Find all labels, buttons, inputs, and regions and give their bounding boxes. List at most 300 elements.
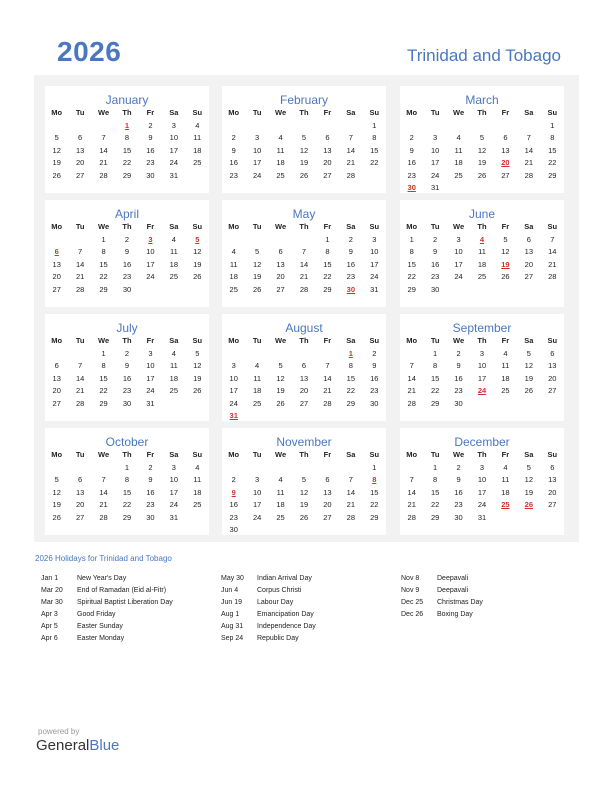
day-cell: 13	[548, 475, 557, 484]
day-cell: 24	[477, 500, 487, 509]
day-cell: 9	[148, 133, 153, 142]
day-cell: 12	[252, 259, 262, 269]
day-cell: 4	[171, 234, 176, 244]
day-cell: 3	[231, 361, 236, 370]
weekday-header: Mo	[51, 450, 63, 459]
day-cell: 30	[454, 512, 463, 522]
day-cell: 18	[501, 373, 510, 383]
day-cell: 28	[323, 398, 332, 408]
day-cell: 5	[526, 462, 531, 472]
day-cell: 27	[524, 272, 534, 281]
day-cell: 17	[370, 259, 379, 269]
day-cell: 23	[146, 500, 155, 509]
holiday-day-cell: 1	[348, 348, 353, 358]
weekday-header: Tu	[252, 108, 262, 117]
empty-cell	[45, 234, 68, 247]
empty-cell	[68, 462, 91, 475]
powered-by-text: powered by	[38, 727, 80, 736]
day-cell: 12	[52, 487, 61, 497]
holiday-date: Aug 31	[221, 623, 244, 630]
weekday-header: Th	[477, 222, 487, 231]
day-cell: 7	[101, 475, 106, 484]
day-cell: 30	[454, 398, 463, 408]
year-title: 2026	[57, 36, 122, 67]
day-cell: 12	[477, 145, 487, 155]
day-cell: 8	[124, 133, 130, 142]
day-cell: 24	[169, 158, 179, 167]
day-cell: 5	[54, 133, 59, 142]
weekday-header: Th	[477, 450, 487, 459]
brand-blue: Blue	[89, 737, 120, 754]
empty-cell	[92, 120, 115, 133]
day-cell: 21	[75, 386, 85, 395]
day-cell: 20	[52, 386, 61, 395]
day-cell: 30	[122, 398, 132, 408]
day-cell: 13	[75, 487, 85, 497]
weekday-header: Mo	[51, 336, 63, 345]
holiday-date: Jan 1	[41, 575, 59, 582]
day-cell: 25	[229, 284, 238, 294]
day-cell: 18	[276, 500, 285, 509]
day-cell: 23	[346, 272, 356, 281]
day-cell: 27	[323, 170, 332, 180]
day-cell: 31	[146, 398, 155, 408]
empty-cell	[45, 120, 68, 133]
month-grid	[45, 335, 209, 410]
day-cell: 12	[524, 361, 534, 370]
weekday-header: Fr	[146, 108, 155, 117]
empty-cell	[92, 462, 115, 475]
day-cell: 1	[101, 234, 106, 244]
day-cell: 12	[299, 487, 309, 497]
weekday-header: Fr	[146, 336, 155, 345]
day-cell: 21	[346, 500, 356, 509]
day-cell: 27	[501, 170, 510, 180]
empty-cell	[222, 462, 245, 475]
day-cell: 29	[122, 170, 132, 180]
day-cell: 11	[454, 145, 463, 155]
day-cell: 4	[503, 462, 508, 472]
empty-cell	[68, 234, 91, 247]
day-cell: 2	[124, 234, 130, 244]
day-cell: 23	[122, 386, 132, 395]
day-cell: 6	[325, 475, 330, 484]
day-cell: 24	[454, 272, 463, 281]
day-cell: 8	[409, 247, 414, 256]
day-cell: 10	[370, 247, 379, 256]
weekday-header: Tu	[75, 336, 85, 345]
weekday-header: Sa	[346, 222, 356, 231]
weekday-header: Sa	[524, 450, 534, 459]
month-february	[222, 86, 386, 193]
day-cell: 20	[524, 259, 534, 269]
day-cell: 14	[99, 487, 108, 497]
day-cell: 14	[323, 373, 332, 383]
day-cell: 11	[253, 373, 262, 383]
weekday-header: Tu	[430, 222, 440, 231]
day-cell: 11	[229, 259, 238, 269]
day-cell: 6	[78, 475, 83, 484]
day-cell: 16	[430, 259, 440, 269]
day-cell: 5	[479, 133, 485, 142]
generalblue-logo[interactable]	[36, 737, 119, 754]
day-cell: 5	[54, 475, 59, 484]
holiday-day-cell: 8	[372, 475, 377, 484]
day-cell: 18	[501, 487, 510, 497]
day-cell: 8	[433, 475, 438, 484]
day-cell: 20	[276, 272, 285, 281]
day-cell: 20	[75, 158, 85, 167]
month-december	[400, 428, 564, 535]
weekday-header: Tu	[75, 222, 85, 231]
day-cell: 19	[276, 386, 285, 395]
day-cell: 11	[169, 361, 178, 370]
weekday-header: Su	[192, 336, 203, 345]
holiday-day-cell: 30	[407, 183, 416, 192]
day-cell: 8	[101, 247, 106, 256]
day-cell: 11	[276, 487, 285, 497]
day-cell: 17	[477, 487, 487, 497]
empty-cell	[316, 348, 339, 361]
day-cell: 22	[122, 500, 132, 509]
day-cell: 17	[169, 145, 179, 155]
day-cell: 16	[370, 373, 379, 383]
day-cell: 2	[231, 133, 236, 142]
day-cell: 15	[99, 259, 108, 269]
day-cell: 4	[231, 247, 236, 256]
day-cell: 17	[169, 487, 179, 497]
day-cell: 26	[299, 170, 309, 180]
holiday-name: Republic Day	[257, 635, 299, 642]
empty-cell	[222, 234, 245, 247]
day-cell: 14	[346, 145, 356, 155]
weekday-header: Mo	[406, 336, 418, 345]
weekday-header: Th	[122, 108, 132, 117]
day-cell: 17	[146, 259, 155, 269]
weekday-header: Th	[299, 336, 309, 345]
day-cell: 4	[195, 120, 200, 130]
day-cell: 10	[169, 475, 179, 484]
day-cell: 31	[169, 512, 179, 522]
weekday-header: Th	[122, 450, 132, 459]
day-cell: 21	[407, 386, 416, 395]
day-cell: 16	[229, 500, 238, 509]
day-cell: 26	[193, 272, 202, 281]
day-cell: 9	[124, 361, 130, 370]
day-cell: 21	[99, 500, 108, 509]
day-cell: 19	[524, 373, 534, 383]
day-cell: 11	[276, 145, 285, 155]
day-cell: 16	[146, 487, 155, 497]
day-cell: 6	[550, 462, 555, 472]
day-cell: 15	[122, 145, 132, 155]
month-august	[222, 314, 386, 421]
day-cell: 7	[101, 133, 106, 142]
holiday-name: Christmas Day	[437, 599, 483, 606]
day-cell: 28	[548, 272, 557, 281]
empty-cell	[269, 462, 292, 475]
holiday-name: Good Friday	[77, 611, 116, 618]
day-cell: 21	[407, 500, 416, 509]
day-cell: 5	[195, 348, 200, 358]
day-cell: 12	[193, 361, 202, 370]
day-cell: 1	[433, 348, 438, 358]
holiday-date: Dec 26	[401, 611, 424, 618]
day-cell: 19	[52, 158, 61, 167]
day-cell: 13	[52, 373, 61, 383]
empty-cell	[423, 120, 446, 133]
holiday-date: Mar 30	[41, 599, 63, 606]
day-cell: 16	[407, 158, 416, 167]
day-cell: 5	[301, 475, 307, 484]
day-cell: 2	[372, 348, 377, 358]
day-cell: 21	[323, 386, 332, 395]
day-cell: 14	[524, 145, 534, 155]
day-cell: 18	[169, 259, 179, 269]
day-cell: 28	[99, 512, 108, 522]
day-cell: 18	[477, 259, 487, 269]
day-cell: 7	[409, 475, 414, 484]
holiday-day-cell: 20	[501, 158, 510, 167]
weekday-header: Su	[369, 450, 380, 459]
weekday-header: Th	[299, 450, 309, 459]
day-cell: 5	[503, 234, 508, 244]
weekday-header: Tu	[430, 450, 440, 459]
day-cell: 7	[348, 133, 353, 142]
empty-cell	[316, 462, 339, 475]
day-cell: 11	[501, 361, 510, 370]
day-cell: 10	[146, 361, 155, 370]
month-grid	[45, 221, 209, 296]
day-cell: 15	[99, 373, 108, 383]
day-cell: 17	[252, 158, 262, 167]
day-cell: 16	[454, 487, 463, 497]
day-cell: 28	[99, 170, 108, 180]
month-name: January	[105, 93, 149, 107]
day-cell: 13	[299, 373, 309, 383]
empty-cell	[68, 120, 91, 133]
day-cell: 28	[75, 284, 85, 294]
day-cell: 4	[503, 348, 508, 358]
day-cell: 26	[193, 386, 202, 395]
day-cell: 18	[276, 158, 285, 167]
holiday-date: Apr 3	[41, 611, 58, 618]
day-cell: 2	[231, 475, 236, 484]
day-cell: 2	[456, 462, 461, 472]
day-cell: 11	[478, 247, 486, 256]
day-cell: 1	[372, 462, 377, 472]
day-cell: 3	[456, 234, 461, 244]
holiday-name: Easter Sunday	[77, 623, 123, 630]
weekday-header: Th	[122, 336, 132, 345]
day-cell: 2	[348, 234, 353, 244]
weekday-header: We	[453, 336, 465, 345]
day-cell: 26	[52, 170, 61, 180]
day-cell: 6	[78, 133, 83, 142]
day-cell: 27	[75, 170, 85, 180]
day-cell: 14	[407, 487, 416, 497]
month-name: April	[114, 207, 139, 221]
weekday-header: We	[275, 336, 287, 345]
weekday-header: Tu	[75, 108, 85, 117]
weekday-header: Sa	[524, 336, 534, 345]
day-cell: 28	[75, 398, 85, 408]
day-cell: 8	[124, 475, 130, 484]
weekday-header: Tu	[252, 336, 262, 345]
day-cell: 31	[169, 170, 179, 180]
day-cell: 25	[276, 512, 285, 522]
day-cell: 20	[75, 500, 85, 509]
empty-cell	[45, 462, 68, 475]
empty-cell	[316, 120, 339, 133]
empty-cell	[339, 462, 362, 475]
day-cell: 19	[299, 500, 309, 509]
holiday-date: Jun 4	[221, 587, 239, 594]
day-cell: 9	[372, 361, 377, 370]
day-cell: 8	[550, 133, 555, 142]
holiday-day-cell: 4	[479, 234, 485, 244]
holiday-name: Labour Day	[257, 599, 294, 606]
month-grid	[400, 335, 564, 410]
day-cell: 25	[169, 272, 179, 281]
holidays-title: 2026 Holidays for Trinidad and Tobago	[35, 554, 172, 563]
day-cell: 24	[430, 170, 440, 180]
day-cell: 30	[146, 170, 155, 180]
weekday-header: Su	[192, 222, 203, 231]
day-cell: 4	[195, 462, 200, 472]
day-cell: 9	[231, 145, 236, 155]
day-cell: 22	[99, 386, 108, 395]
day-cell: 19	[193, 259, 202, 269]
month-name: July	[116, 321, 138, 335]
month-name: August	[285, 321, 323, 335]
empty-cell	[222, 348, 245, 361]
day-cell: 9	[409, 145, 414, 155]
day-cell: 23	[454, 500, 463, 509]
day-cell: 6	[301, 361, 307, 370]
day-cell: 3	[171, 120, 176, 130]
day-cell: 12	[524, 475, 534, 484]
weekday-header: Fr	[323, 222, 332, 231]
day-cell: 10	[169, 133, 179, 142]
day-cell: 23	[122, 272, 132, 281]
month-grid	[400, 449, 564, 524]
day-cell: 9	[348, 247, 353, 256]
empty-cell	[292, 234, 315, 247]
day-cell: 1	[433, 462, 438, 472]
day-cell: 22	[548, 158, 557, 167]
month-name: November	[276, 435, 332, 449]
month-name: February	[279, 93, 329, 107]
day-cell: 25	[252, 398, 262, 408]
day-cell: 7	[78, 247, 83, 256]
month-january	[45, 86, 209, 193]
day-cell: 2	[433, 234, 438, 244]
weekday-header: Mo	[228, 336, 240, 345]
month-grid	[45, 107, 209, 182]
day-cell: 18	[193, 487, 202, 497]
holiday-name: End of Ramadan (Eid al-Fitr)	[77, 587, 167, 594]
day-cell: 28	[407, 398, 416, 408]
day-cell: 22	[430, 500, 440, 509]
weekday-header: Su	[547, 450, 558, 459]
day-cell: 6	[54, 361, 59, 370]
day-cell: 26	[52, 512, 61, 522]
holiday-day-cell: 26	[524, 500, 534, 509]
day-cell: 11	[501, 475, 510, 484]
empty-cell	[339, 120, 362, 133]
day-cell: 28	[524, 170, 534, 180]
empty-cell	[269, 348, 292, 361]
day-cell: 8	[372, 133, 377, 142]
day-cell: 15	[323, 259, 332, 269]
weekday-header: Mo	[51, 222, 63, 231]
month-may	[222, 200, 386, 307]
day-cell: 27	[75, 512, 85, 522]
weekday-header: Tu	[75, 450, 85, 459]
weekday-header: Tu	[252, 450, 262, 459]
day-cell: 5	[278, 361, 283, 370]
day-cell: 21	[75, 272, 85, 281]
holiday-name: New Year's Day	[77, 575, 127, 582]
day-cell: 23	[370, 386, 379, 395]
day-cell: 1	[550, 120, 555, 130]
day-cell: 13	[524, 247, 534, 256]
month-name: March	[465, 93, 499, 107]
day-cell: 22	[346, 386, 356, 395]
day-cell: 17	[430, 158, 440, 167]
day-cell: 29	[548, 170, 557, 180]
day-cell: 2	[409, 133, 414, 142]
month-name: December	[454, 435, 510, 449]
day-cell: 16	[122, 259, 132, 269]
month-grid	[400, 221, 564, 296]
day-cell: 18	[169, 373, 179, 383]
day-cell: 4	[255, 361, 260, 370]
weekday-header: Mo	[228, 108, 240, 117]
day-cell: 18	[193, 145, 202, 155]
day-cell: 28	[346, 512, 356, 522]
day-cell: 19	[193, 373, 202, 383]
day-cell: 17	[146, 373, 155, 383]
month-grid	[400, 107, 564, 195]
day-cell: 10	[477, 475, 487, 484]
day-cell: 11	[169, 247, 178, 256]
day-cell: 29	[99, 284, 108, 294]
day-cell: 25	[276, 170, 285, 180]
month-grid	[222, 221, 386, 296]
day-cell: 10	[252, 145, 262, 155]
weekday-header: We	[98, 222, 110, 231]
month-name: October	[105, 435, 149, 449]
weekday-header: We	[275, 450, 287, 459]
weekday-header: Sa	[346, 336, 356, 345]
empty-cell	[245, 234, 268, 247]
empty-cell	[292, 462, 315, 475]
empty-cell	[222, 120, 245, 133]
day-cell: 20	[299, 386, 309, 395]
day-cell: 26	[299, 512, 309, 522]
day-cell: 25	[501, 386, 510, 395]
day-cell: 21	[99, 158, 108, 167]
day-cell: 20	[323, 500, 332, 509]
day-cell: 14	[299, 259, 309, 269]
day-cell: 29	[99, 398, 108, 408]
day-cell: 2	[124, 348, 130, 358]
day-cell: 17	[454, 259, 463, 269]
holiday-name: Independence Day	[257, 623, 316, 630]
holiday-name: Easter Monday	[77, 635, 125, 642]
